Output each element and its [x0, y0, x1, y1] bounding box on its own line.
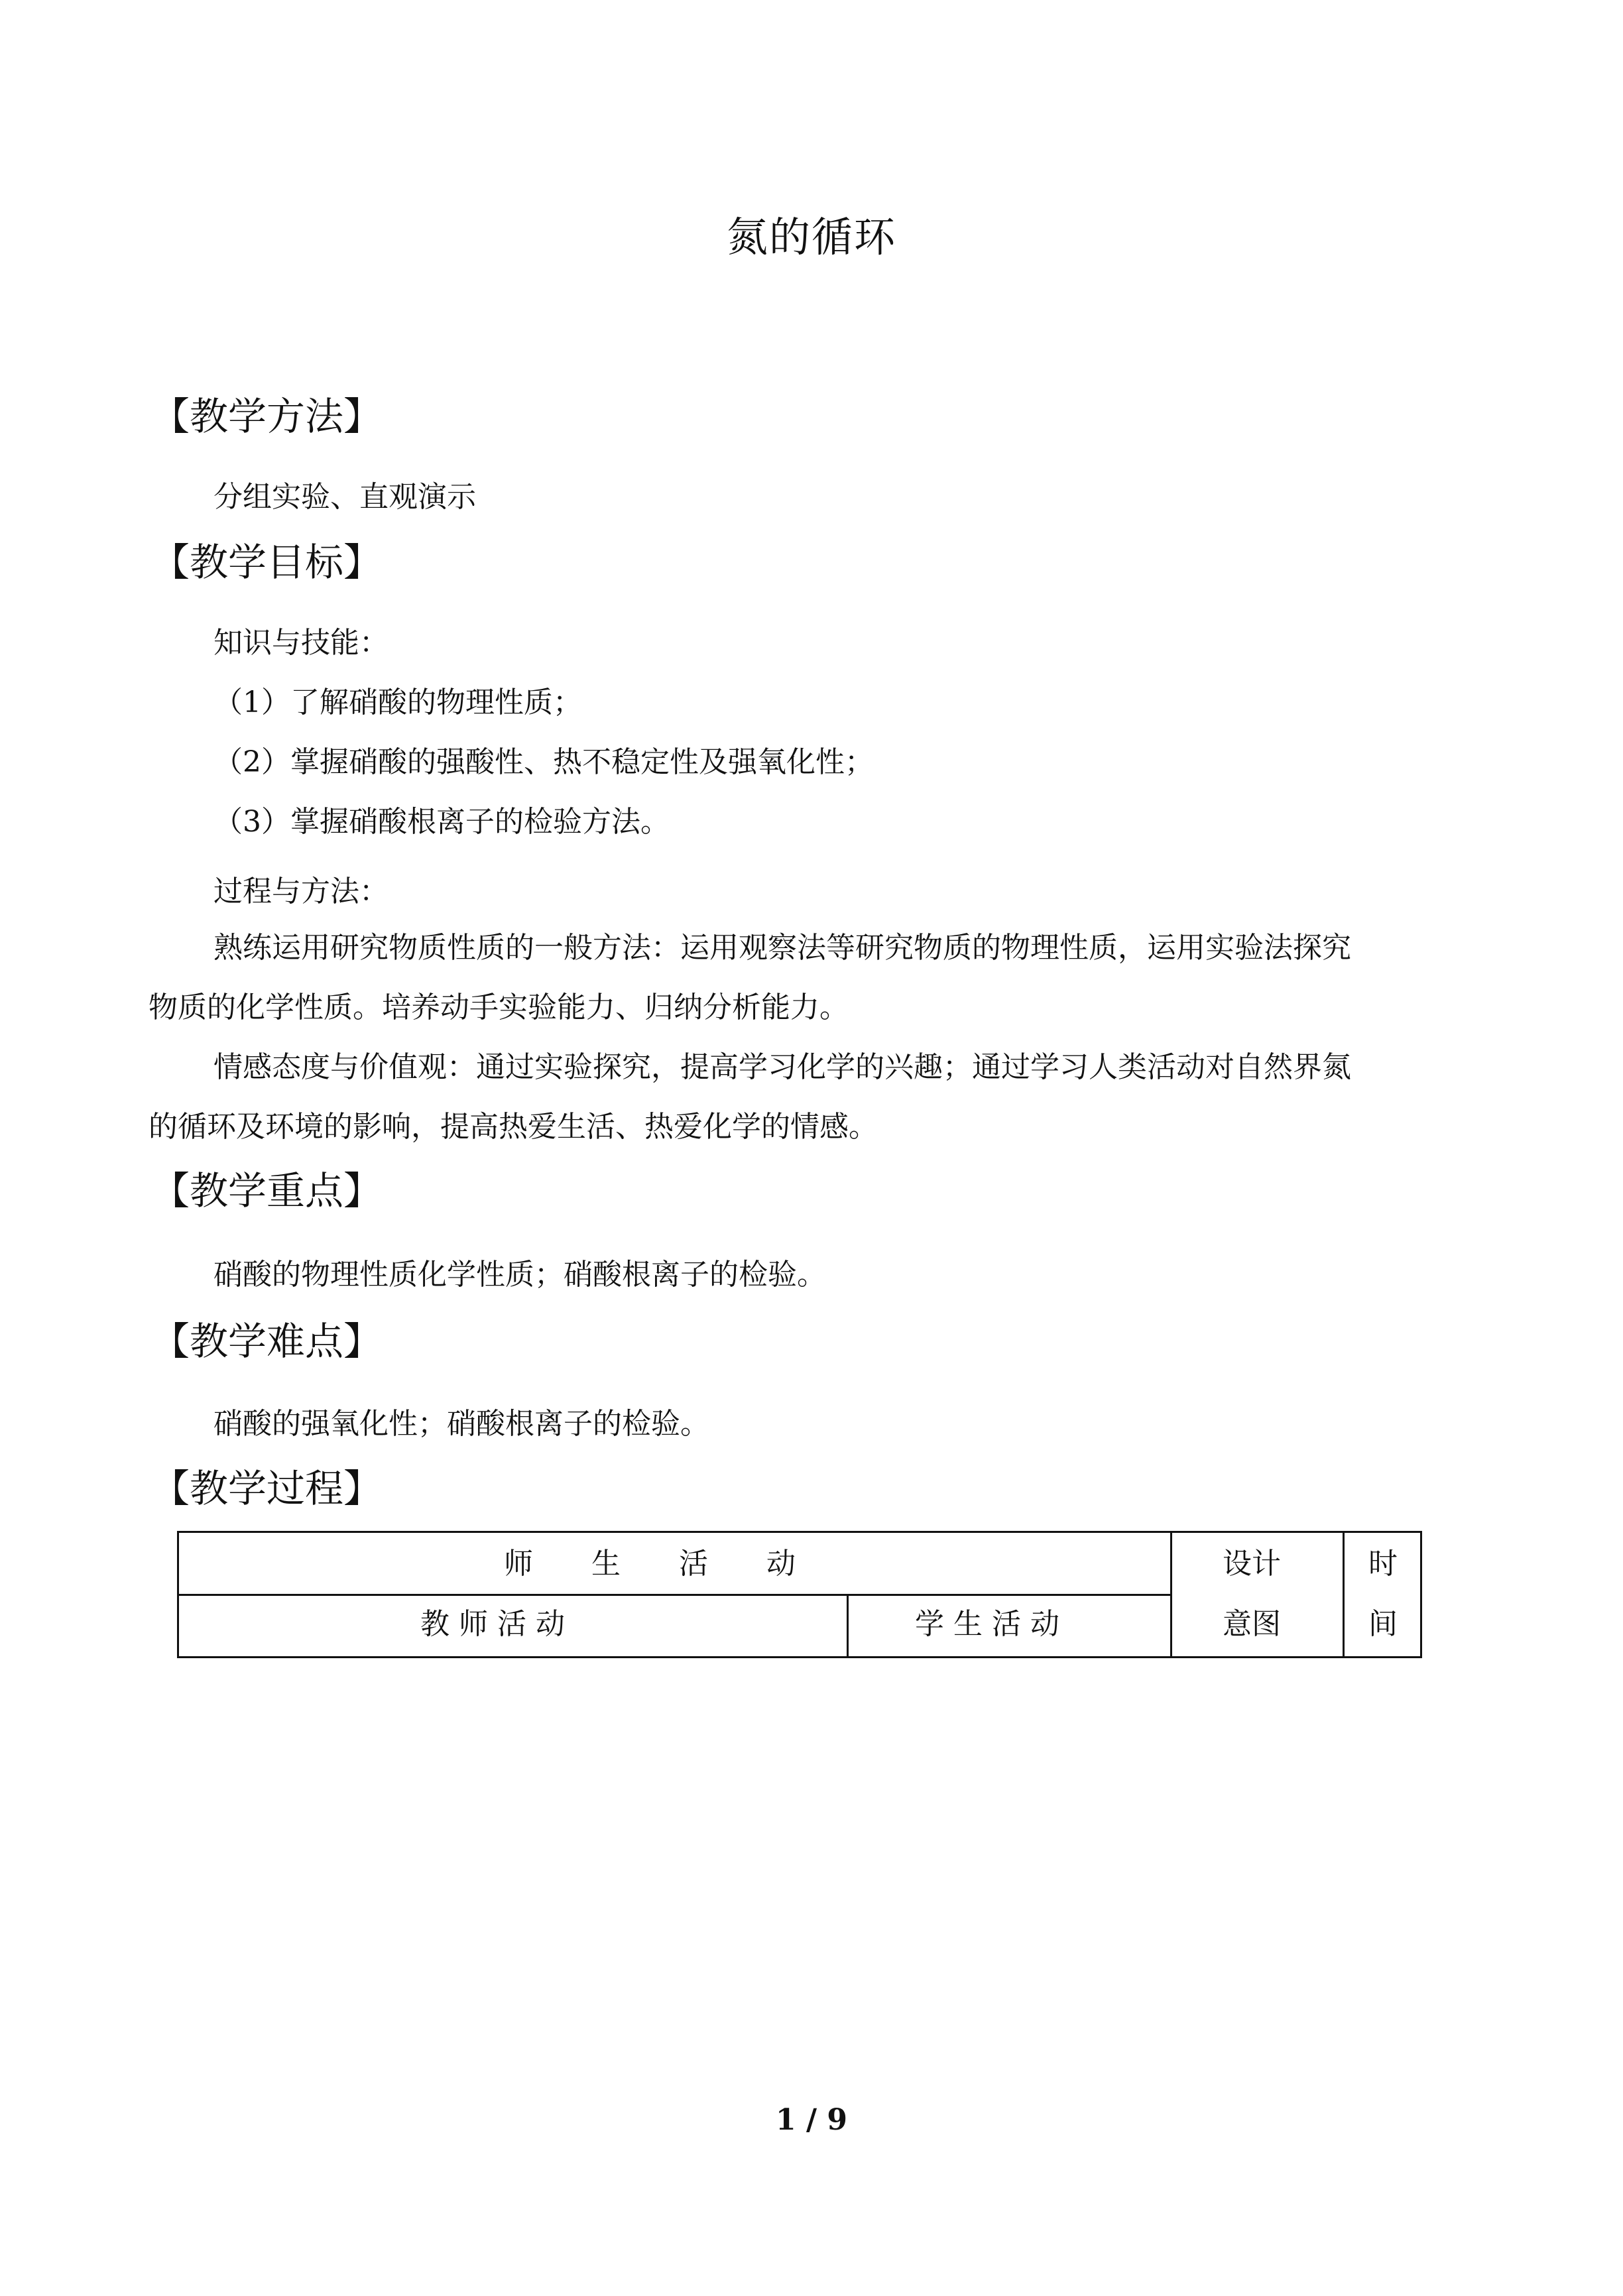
- table-header-main: 师 生 活 动: [504, 1547, 796, 1581]
- process-method-line-2: 物质的化学性质。培养动手实验能力、归纳分析能力。: [149, 991, 849, 1024]
- table-header-teacher: 教 师 活 动: [420, 1607, 565, 1641]
- section-heading-objectives: 【教学目标】: [151, 540, 383, 585]
- page-title: 氮的循环: [726, 213, 896, 261]
- process-method-line-1: 熟练运用研究物质性质的一般方法：运用观察法等研究物质的物理性质，运用实验法探究: [213, 931, 1351, 965]
- table-row-divider: [179, 1594, 1170, 1596]
- objective-item-1: （1）了解硝酸的物理性质；: [213, 686, 582, 719]
- section-heading-process: 【教学过程】: [151, 1466, 383, 1511]
- teaching-process-table: [177, 1531, 1422, 1658]
- section-heading-difficulties: 【教学难点】: [151, 1319, 383, 1364]
- table-divider-student: [847, 1595, 849, 1656]
- key-points-text: 硝酸的物理性质化学性质；硝酸根离子的检验。: [213, 1258, 826, 1292]
- table-divider-design: [1170, 1533, 1172, 1656]
- table-header-time-line-1: 时: [1368, 1547, 1398, 1581]
- emotion-line-1: 情感态度与价值观：通过实验探究，提高学习化学的兴趣；通过学习人类活动对自然界氮: [213, 1050, 1351, 1084]
- difficulties-text: 硝酸的强氧化性；硝酸根离子的检验。: [213, 1407, 709, 1441]
- knowledge-label: 知识与技能：: [213, 626, 389, 660]
- table-header-design-line-1: 设计: [1223, 1547, 1281, 1581]
- page-number: 1 / 9: [776, 2103, 847, 2137]
- process-method-label: 过程与方法：: [213, 875, 389, 908]
- emotion-line-2: 的循环及环境的影响，提高热爱生活、热爱化学的情感。: [149, 1110, 878, 1144]
- section-heading-method: 【教学方法】: [151, 394, 383, 439]
- section-heading-key-points: 【教学重点】: [151, 1168, 383, 1213]
- objective-item-3: （3）掌握硝酸根离子的检验方法。: [213, 805, 670, 839]
- table-header-student: 学 生 活 动: [915, 1607, 1059, 1641]
- table-header-time-line-2: 间: [1368, 1607, 1398, 1641]
- table-divider-time: [1343, 1533, 1345, 1656]
- objective-item-2: （2）掌握硝酸的强酸性、热不稳定性及强氧化性；: [213, 745, 874, 779]
- table-header-design-line-2: 意图: [1223, 1607, 1281, 1641]
- method-text: 分组实验、直观演示: [213, 480, 476, 514]
